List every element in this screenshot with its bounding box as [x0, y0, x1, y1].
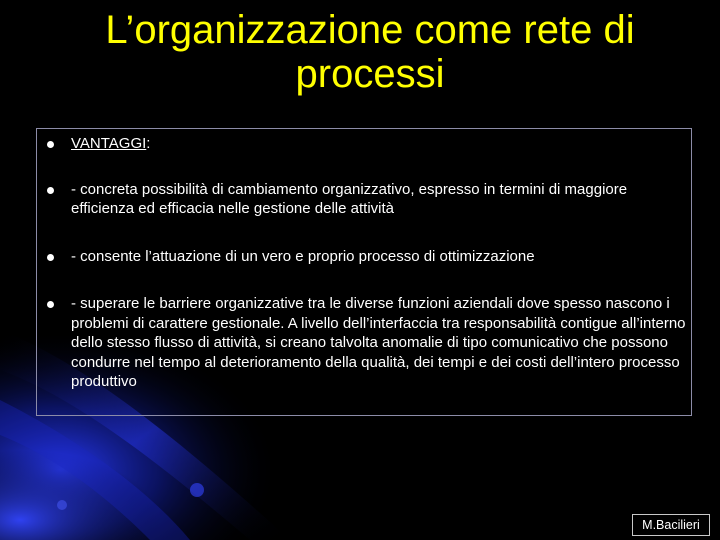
bullet-dot-icon: [47, 187, 54, 194]
author-signature: M.Bacilieri: [632, 514, 710, 536]
bullet-text: - concreta possibilità di cambiamento organizzativo, espresso in termini di maggiore efficienza ed efficacia nelle gestione delle attività: [71, 180, 628, 217]
vantaggi-colon: :: [146, 135, 151, 152]
vantaggi-heading: VANTAGGI: [71, 135, 147, 152]
slide-title: L’organizzazione come rete di processi: [105, 8, 635, 96]
bullet-item: [46, 294, 686, 392]
bullet-item: [46, 247, 686, 267]
bullet-text: - consente l’attuazione di un vero e proprio processo di ottimizzazione: [71, 247, 535, 265]
bullet-text: - superare le barriere organizzative tra le diverse funzioni aziendali dove spesso nascono i problemi di carattere gestionale. A livello dell’interfaccia tra responsabilità contigue all’interno dello stesso flusso di attività, si creano talvolta anomalie di tipo comunicativo che possono condurre nel tempo al deterioramento della qualità, dei tempi e dei costi dell’intero processo produttivo: [71, 295, 686, 390]
bullet-list: [46, 134, 686, 392]
bullet-dot-icon: [47, 141, 54, 148]
bullet-item: [46, 180, 686, 219]
bullet-dot-icon: [47, 254, 54, 261]
bullet-dot-icon: [47, 301, 54, 308]
bullet-vantaggi: [46, 134, 686, 154]
